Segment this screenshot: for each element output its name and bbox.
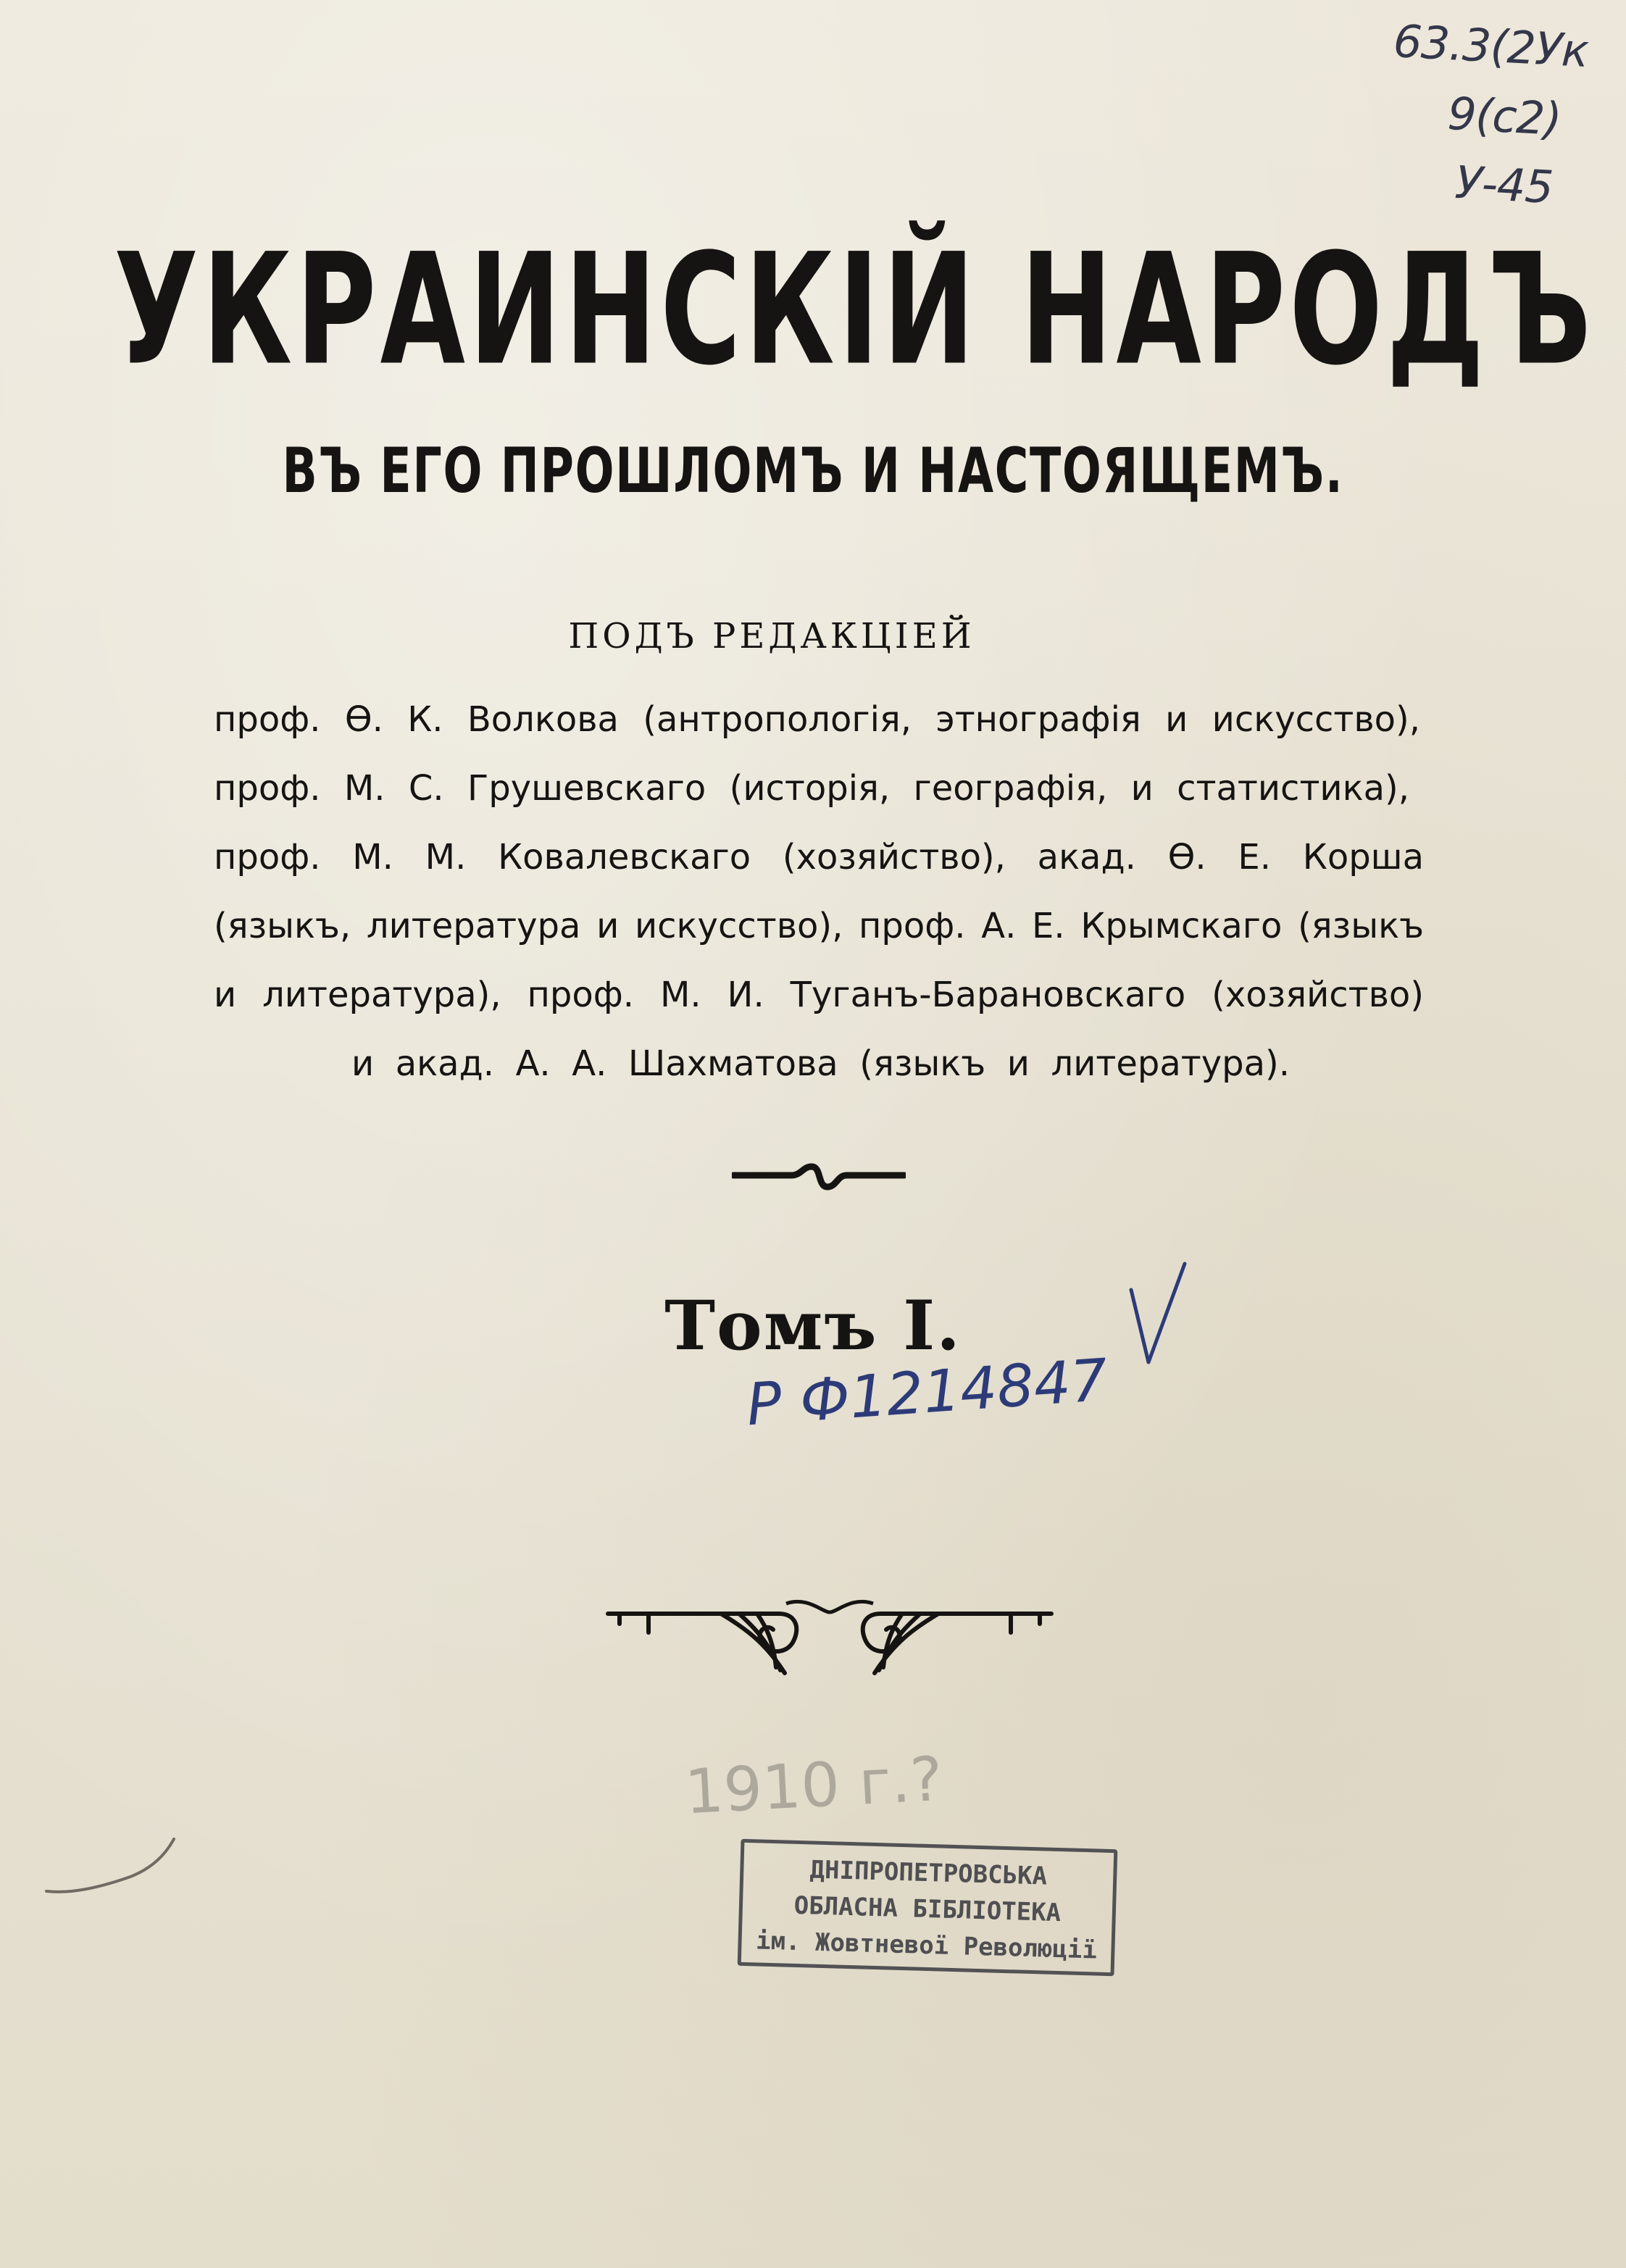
divider-ornament — [732, 1145, 906, 1210]
editors-heading: ПОДЪ РЕДАКЦІЕЙ — [568, 616, 975, 656]
floral-ornament — [605, 1598, 1054, 1699]
volume-label: Томъ I. — [664, 1286, 962, 1366]
stamp-line: ім. Жовтневої Революції — [755, 1926, 1098, 1965]
book-title: УКРАИНСКІЙ НАРОДЪ — [114, 221, 1596, 400]
editor-line: и литература), проф. М. И. Туганъ-Барановскаго (хозяйство) — [214, 975, 1424, 1015]
stamp-line: ОБЛАСНА БІБЛІОТЕКА — [793, 1890, 1062, 1928]
inventory-number: Р Ф1214847 — [744, 1346, 1110, 1439]
editor-line: проф. Ѳ. К. Волкова (антропологія, этнографія и искусство), — [214, 699, 1420, 740]
checkmark-icon — [1127, 1261, 1192, 1369]
editor-line: проф. М. М. Ковалевскаго (хозяйство), акад. Ѳ. Е. Корша — [214, 837, 1424, 877]
editor-line: и акад. А. А. Шахматова (языкъ и литература). — [351, 1043, 1290, 1084]
pencil-annotation: 1910 г.? — [683, 1743, 945, 1828]
library-stamp — [738, 1839, 1118, 1976]
shelf-mark: 63.3(2Ук — [1392, 14, 1590, 78]
shelf-mark: 9(с2) — [1446, 87, 1563, 146]
pencil-mark — [43, 1833, 181, 1913]
editor-line: (языкъ, литература и искусство), проф. А. Е. Крымскаго (языкъ — [214, 906, 1424, 946]
editor-line: проф. М. С. Грушевскаго (исторія, географія, и статистика), — [214, 768, 1409, 809]
stamp-line: ДНІПРОПЕТРОВСЬКА — [809, 1855, 1048, 1891]
shelf-mark: У-45 — [1454, 156, 1554, 214]
book-subtitle: ВЪ ЕГО ПРОШЛОМЪ И НАСТОЯЩЕМЪ. — [282, 435, 1344, 507]
